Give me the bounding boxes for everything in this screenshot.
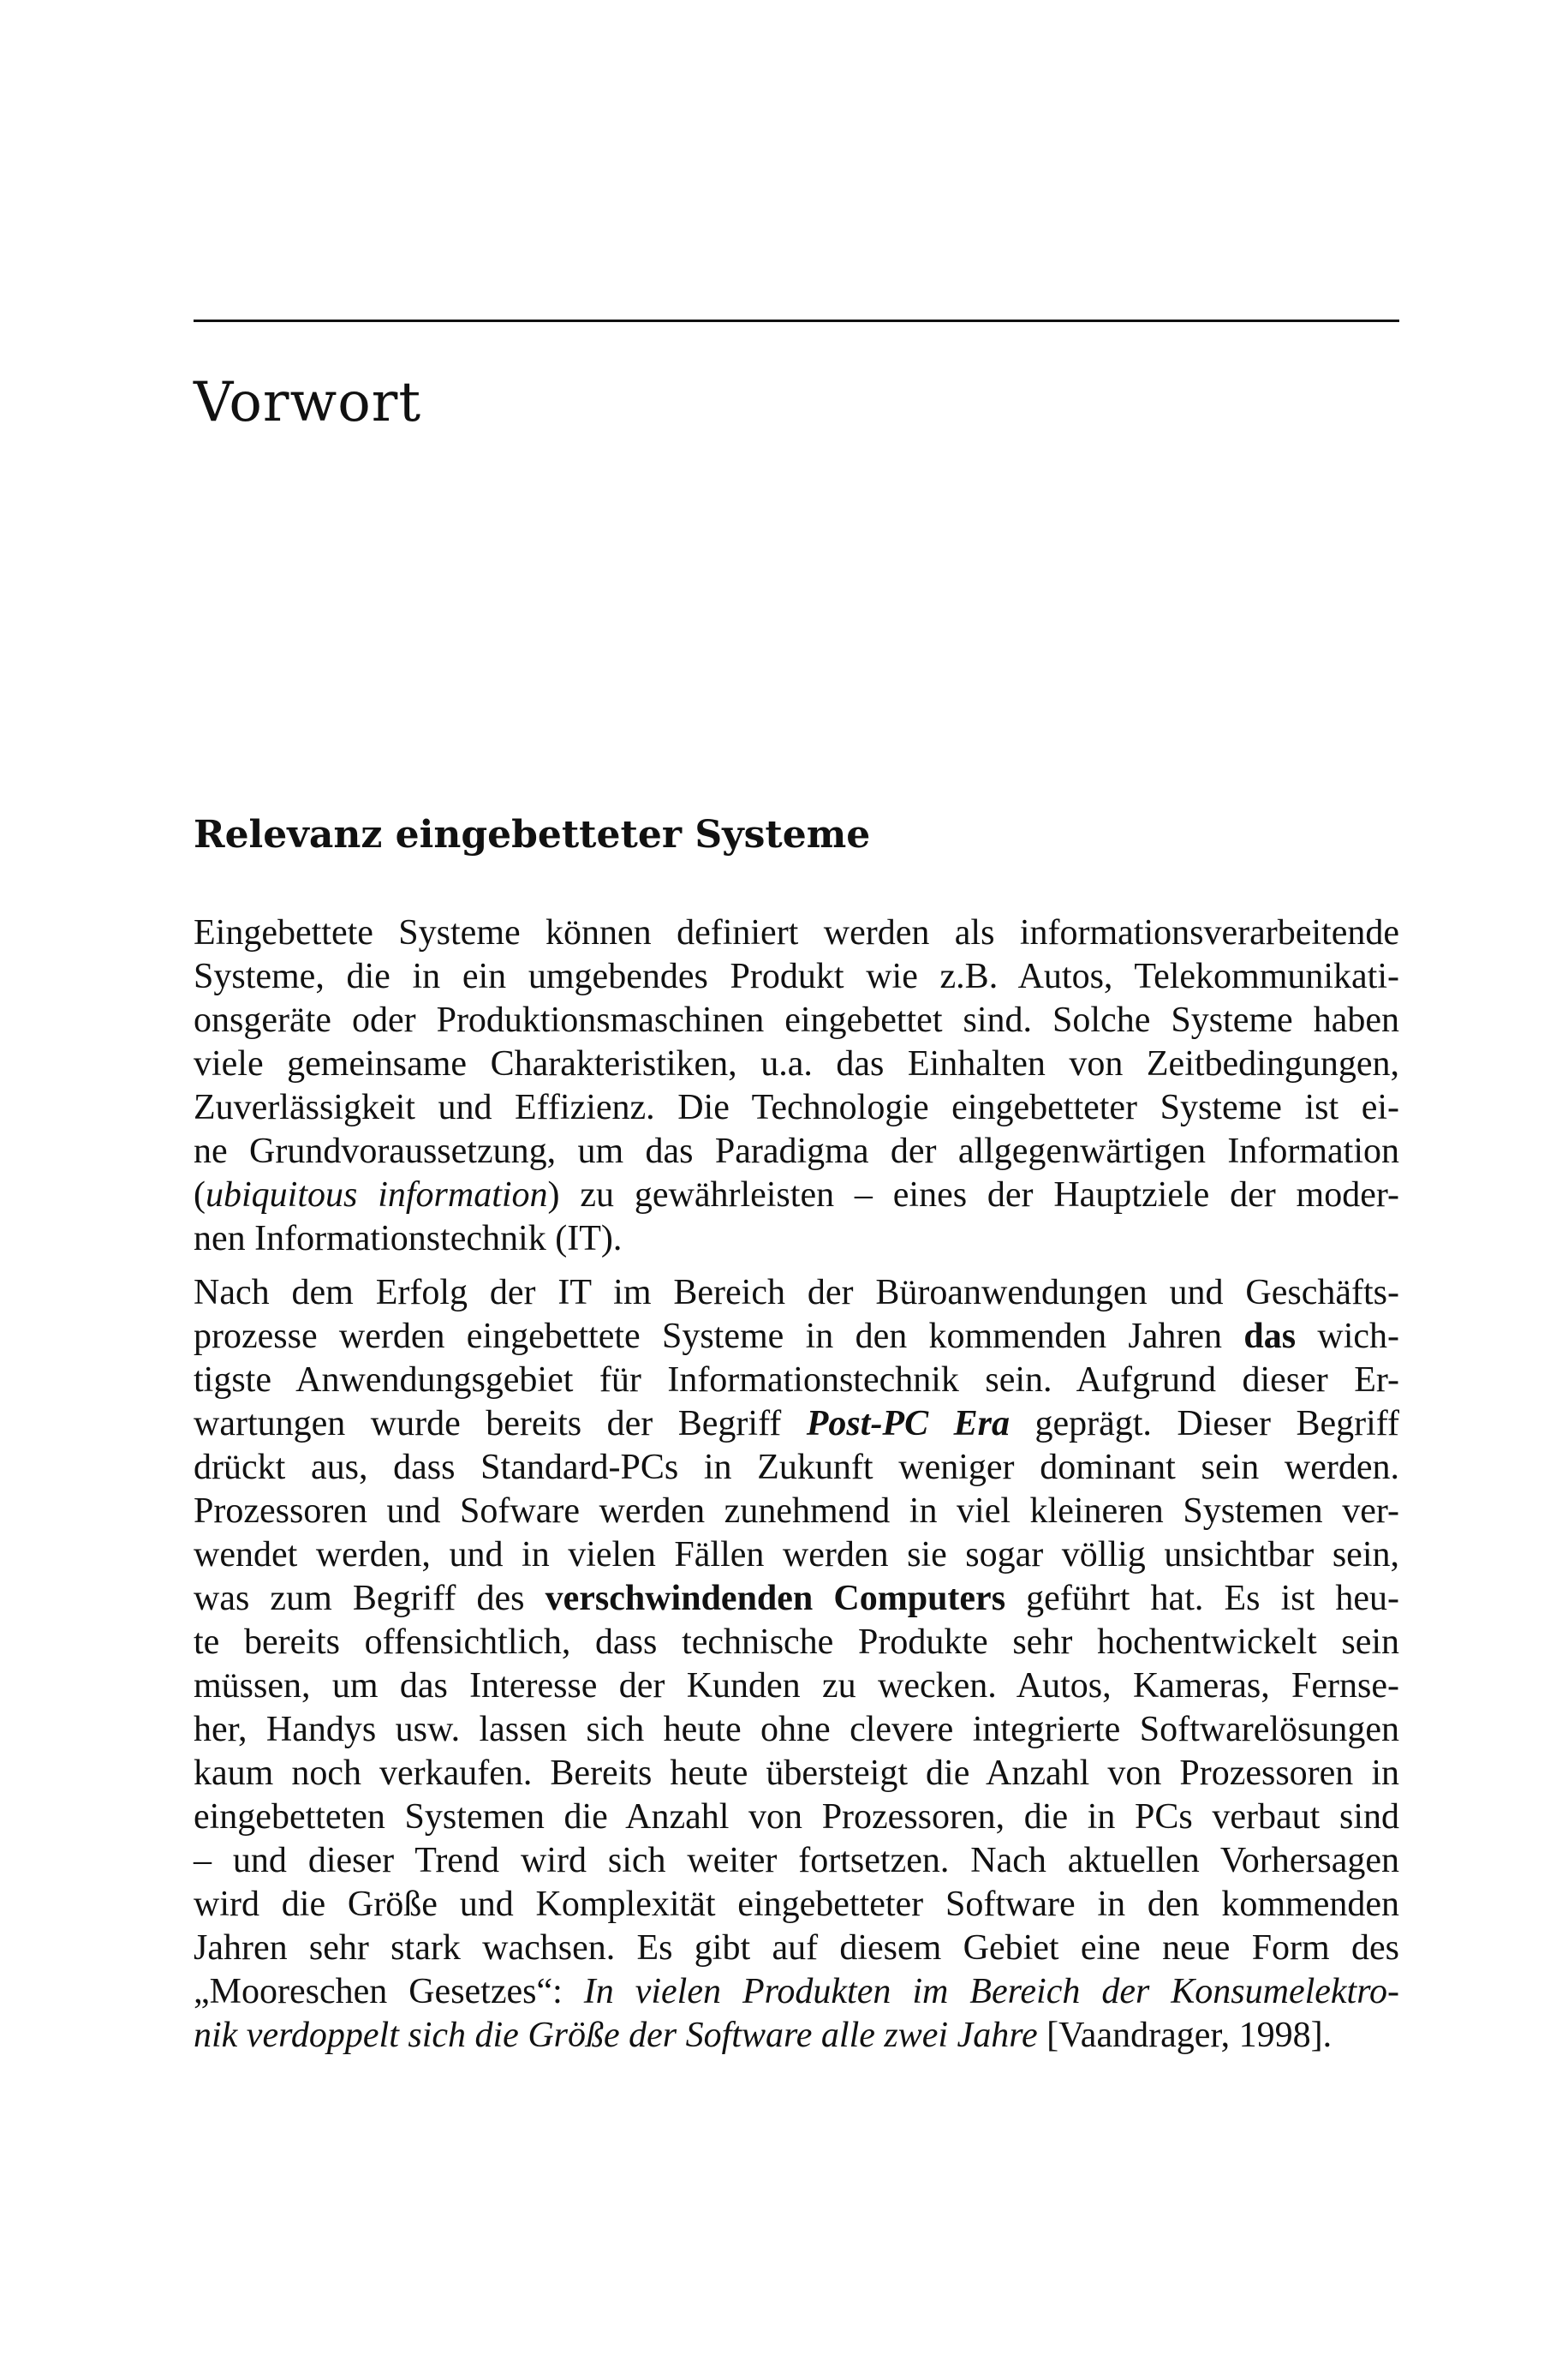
italic-text-run: ubiquitous information: [206, 1175, 548, 1215]
text-run: kaum noch verkaufen. Bereits heute übersteigt die Anzahl von Prozessoren in: [194, 1754, 1399, 1793]
bold-text-run: das: [1243, 1317, 1297, 1356]
text-run: eingebetteten Systemen die Anzahl von Prozessoren, die in PCs verbaut sind: [194, 1797, 1399, 1837]
chapter-rule: [194, 320, 1399, 322]
text-run: was zum Begriff des: [194, 1579, 546, 1618]
text-line: [194, 1446, 1399, 1490]
text-run: wartungen wurde bereits der Begriff: [194, 1404, 807, 1443]
italic-text-run: nik verdoppelt sich die Größe der Software alle zwei Jahre: [194, 2016, 1038, 2055]
text-run: Prozessoren und Sofware werden zunehmend in viel kleineren Systemen ver-: [194, 1491, 1399, 1531]
text-run: Systeme, die in ein umgebendes Produkt wie z.B. Autos, Telekommunikati-: [194, 957, 1399, 996]
text-line: [194, 1927, 1399, 1970]
bold-italic-text-run: Post-PC Era: [806, 1404, 1010, 1443]
bold-text-run: verschwindenden Computers: [545, 1579, 1006, 1618]
text-run: „Mooreschen Gesetzes“:: [194, 1972, 584, 2011]
text-run: her, Handys usw. lassen sich heute ohne clevere integrierte Softwarelösungen: [194, 1710, 1399, 1749]
text-run: tigste Anwendungsgebiet für Informationstechnik sein. Aufgrund dieser Er-: [194, 1360, 1399, 1400]
text-line: [194, 1043, 1399, 1086]
text-line: [194, 999, 1399, 1043]
paragraph-1: [194, 911, 1399, 1261]
text-line: [194, 1130, 1399, 1174]
text-run: ) zu gewährleisten – eines der Hauptziele der moder-: [547, 1175, 1400, 1215]
text-line: [194, 1533, 1399, 1577]
text-line: [194, 955, 1399, 999]
text-line: [194, 1271, 1399, 1315]
text-run: geführt hat. Es ist heu-: [1005, 1579, 1399, 1618]
text-run: geprägt. Dieser Begriff: [1009, 1404, 1399, 1443]
text-line: [194, 1883, 1399, 1927]
text-line: [194, 1970, 1399, 2014]
text-line: [194, 1577, 1399, 1621]
text-line: [194, 1086, 1399, 1130]
text-line: [194, 1359, 1399, 1402]
section-title: Relevanz eingebetteter Systeme: [194, 813, 871, 857]
paragraph-2: [194, 1271, 1399, 2058]
text-run: müssen, um das Interesse der Kunden zu wecken. Autos, Kameras, Fernse-: [194, 1666, 1399, 1706]
text-run: wird die Größe und Komplexität eingebetteter Software in den kommenden: [194, 1885, 1399, 1924]
text-line: [194, 1795, 1399, 1839]
text-run: prozesse werden eingebettete Systeme in den kommenden Jahren: [194, 1317, 1244, 1356]
text-line: [194, 1490, 1399, 1533]
text-run: te bereits offensichtlich, dass technische Produkte sehr hochentwickelt sein: [194, 1622, 1399, 1662]
text-run: Nach dem Erfolg der IT im Bereich der Büroanwendungen und Geschäfts-: [194, 1273, 1399, 1312]
text-run: drückt aus, dass Standard-PCs in Zukunft weniger dominant sein werden.: [194, 1448, 1399, 1487]
text-line: [194, 1839, 1399, 1883]
text-run: viele gemeinsame Charakteristiken, u.a. das Einhalten von Zeitbedingungen,: [194, 1044, 1399, 1084]
text-run: wendet werden, und in vielen Fällen werden sie sogar völlig unsichtbar sein,: [194, 1535, 1399, 1574]
chapter-title: Vorwort: [194, 371, 422, 434]
text-line: [194, 1664, 1399, 1708]
text-line: [194, 1752, 1399, 1795]
text-line: [194, 1174, 1399, 1217]
text-run: onsgeräte oder Produktionsmaschinen eingebettet sind. Solche Systeme haben: [194, 1001, 1399, 1040]
text-run: Zuverlässigkeit und Effizienz. Die Technologie eingebetteter Systeme ist ei-: [194, 1088, 1399, 1127]
italic-text-run: In vielen Produkten im Bereich der Konsumelektro-: [583, 1972, 1400, 2011]
text-run: ne Grundvoraussetzung, um das Paradigma der allgegenwärtigen Information: [194, 1132, 1399, 1171]
text-line: [194, 1217, 1399, 1261]
text-run: nen Informationstechnik (IT).: [194, 1219, 623, 1258]
text-line: [194, 1708, 1399, 1752]
text-line: [194, 911, 1399, 955]
text-run: Eingebettete Systeme können definiert werden als informationsverarbeitende: [194, 913, 1399, 953]
text-line: [194, 1621, 1399, 1664]
text-run: Jahren sehr stark wachsen. Es gibt auf diesem Gebiet eine neue Form des: [194, 1928, 1399, 1968]
body-text: [194, 911, 1399, 2058]
text-run: wich-: [1296, 1317, 1399, 1356]
text-line: [194, 1315, 1399, 1359]
text-run: – und dieser Trend wird sich weiter fortsetzen. Nach aktuellen Vorhersagen: [194, 1841, 1399, 1880]
text-line: [194, 1402, 1399, 1446]
text-run: (: [194, 1175, 206, 1215]
text-line: [194, 2014, 1399, 2058]
text-run: [Vaandrager, 1998].: [1037, 2016, 1333, 2055]
